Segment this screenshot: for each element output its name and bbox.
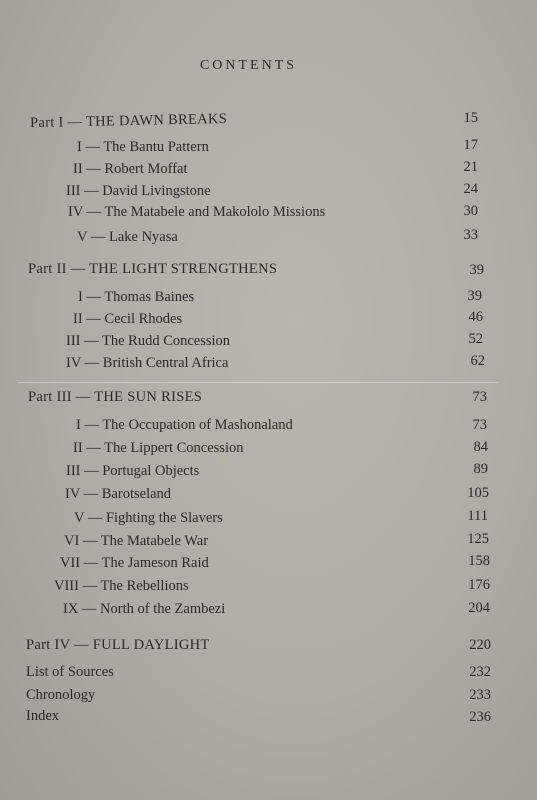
toc-entry-page: 24: [463, 181, 478, 197]
toc-entry-page: 39: [467, 288, 482, 304]
toc-entry-page: 21: [463, 159, 478, 175]
toc-entry: IV — Barotseland: [65, 486, 172, 502]
toc-entry: II — Robert Moffat: [73, 161, 188, 177]
part-4-title: Part IV — FULL DAYLIGHT: [26, 637, 210, 653]
toc-entry: III — Portugal Objects: [66, 463, 200, 479]
toc-entry-page: 111: [467, 508, 488, 524]
toc-entry-page: 46: [468, 309, 483, 325]
part-2-page: 39: [469, 262, 484, 278]
toc-entry: I — The Bantu Pattern: [77, 139, 209, 155]
toc-entry-page: 89: [473, 461, 488, 477]
toc-entry: V — Lake Nyasa: [77, 229, 178, 245]
toc-entry-page: 125: [467, 531, 489, 547]
back-matter-sources-page: 232: [469, 664, 491, 680]
back-matter-chronology-page: 233: [469, 687, 491, 703]
part-3-title: Part III — THE SUN RISES: [28, 389, 203, 405]
toc-entry-page: 84: [473, 439, 488, 455]
toc-entry: II — Cecil Rhodes: [73, 311, 183, 327]
toc-entry: VIII — The Rebellions: [54, 578, 189, 594]
part-1-page: 15: [463, 110, 478, 126]
back-matter-index: Index: [26, 708, 60, 724]
toc-entry: II — The Lippert Concession: [73, 440, 244, 456]
toc-entry: VII — The Jameson Raid: [60, 555, 209, 571]
toc-entry-page: 176: [468, 577, 490, 593]
part-3-page: 73: [472, 389, 487, 405]
toc-entry: IV — British Central Africa: [66, 355, 229, 371]
back-matter-chronology: Chronology: [26, 687, 96, 703]
toc-entry-page: 33: [463, 227, 478, 243]
part-2-title: Part II — THE LIGHT STRENGTHENS: [28, 261, 278, 277]
toc-entry-page: 105: [467, 485, 489, 501]
contents-heading: CONTENTS: [199, 58, 298, 73]
toc-entry-page: 17: [463, 137, 478, 153]
toc-entry: I — Thomas Baines: [78, 289, 195, 305]
part-1-title: Part I — THE DAWN BREAKS: [29, 110, 228, 132]
toc-entry: VI — The Matabele War: [64, 533, 209, 549]
paper-crease: [18, 382, 498, 383]
toc-entry-page: 204: [468, 600, 490, 616]
toc-entry: V — Fighting the Slavers: [74, 510, 223, 526]
toc-entry: III — David Livingstone: [66, 183, 211, 199]
toc-entry: I — The Occupation of Mashonaland: [76, 417, 293, 433]
toc-entry-page: 52: [468, 331, 483, 347]
toc-entry: IV — The Matabele and Makololo Missions: [68, 204, 326, 220]
back-matter-sources: List of Sources: [26, 664, 114, 680]
back-matter-index-page: 236: [469, 709, 491, 725]
toc-entry: III — The Rudd Concession: [66, 333, 231, 349]
toc-entry: IX — North of the Zambezi: [63, 601, 226, 617]
toc-entry-page: 158: [468, 553, 490, 569]
part-4-page: 220: [469, 637, 491, 653]
toc-entry-page: 62: [470, 353, 485, 369]
toc-entry-page: 30: [463, 203, 478, 219]
toc-entry-page: 73: [472, 417, 487, 433]
